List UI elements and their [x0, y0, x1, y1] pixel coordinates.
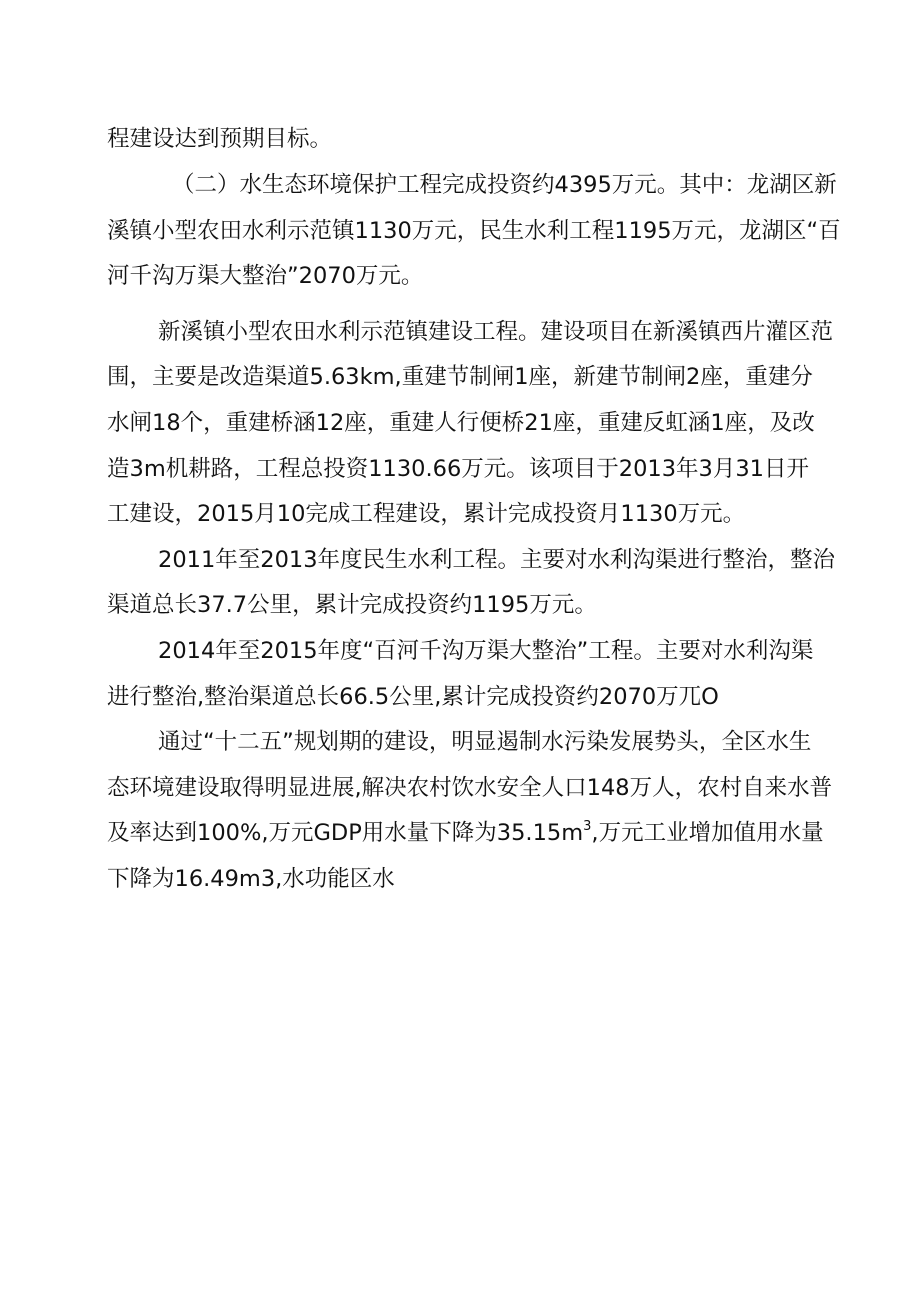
- superscript: 3: [583, 818, 592, 834]
- text-line: 2011年至2013年度民生水利工程。主要对水利沟渠进行整治，整治: [158, 547, 836, 573]
- text-line: 新溪镇小型农田水利示范镇建设工程。建设项目在新溪镇西片灌区范: [158, 319, 834, 345]
- text-line: 下降为16.49m3,水功能区水: [107, 866, 395, 892]
- text-line: 河千沟万渠大整治”2070万元。: [107, 263, 424, 289]
- text-line: 2014年至2015年度“百河千沟万渠大整治”工程。主要对水利沟渠: [158, 638, 814, 664]
- text-line: 工建设，2015月10完成工程建设，累计完成投资月1130万元。: [107, 501, 746, 527]
- text-line: 造3m机耕路，工程总投资1130.66万元。该项目于2013年3月31日开: [107, 456, 809, 482]
- text-line: 溪镇小型农田水利示范镇1130万元，民生水利工程1195万元，龙湖区“百: [107, 218, 841, 244]
- text-line: 进行整治,整治渠道总长66.5公里,累计完成投资约2070万兀O: [107, 684, 719, 710]
- text-line: 通过“十二五”规划期的建设，明显遏制水污染发展势头，全区水生: [158, 729, 812, 755]
- text-segment: ,万元工业增加值用水量: [591, 820, 824, 846]
- text-line: 程建设达到预期目标。: [107, 126, 333, 152]
- text-line: 态环境建设取得明显进展,解决农村饮水安全人口148万人，农村自来水普: [107, 775, 833, 801]
- text-line: 渠道总长37.7公里，累计完成投资约1195万元。: [107, 592, 597, 618]
- text-line: 水闸18个，重建桥涵12座，重建人行便桥21座，重建反虹涵1座，及改: [107, 410, 815, 436]
- text-line-with-superscript: [107, 813, 920, 853]
- text-segment: 及率达到100%,万元GDP用水量下降为35.15m: [107, 820, 584, 846]
- text-line: （二）水生态环境保护工程完成投资约4395万元。其中：龙湖区新: [172, 172, 837, 198]
- text-line: 围，主要是改造渠道5.63km,重建节制闸1座，新建节制闸2座，重建分: [107, 364, 813, 390]
